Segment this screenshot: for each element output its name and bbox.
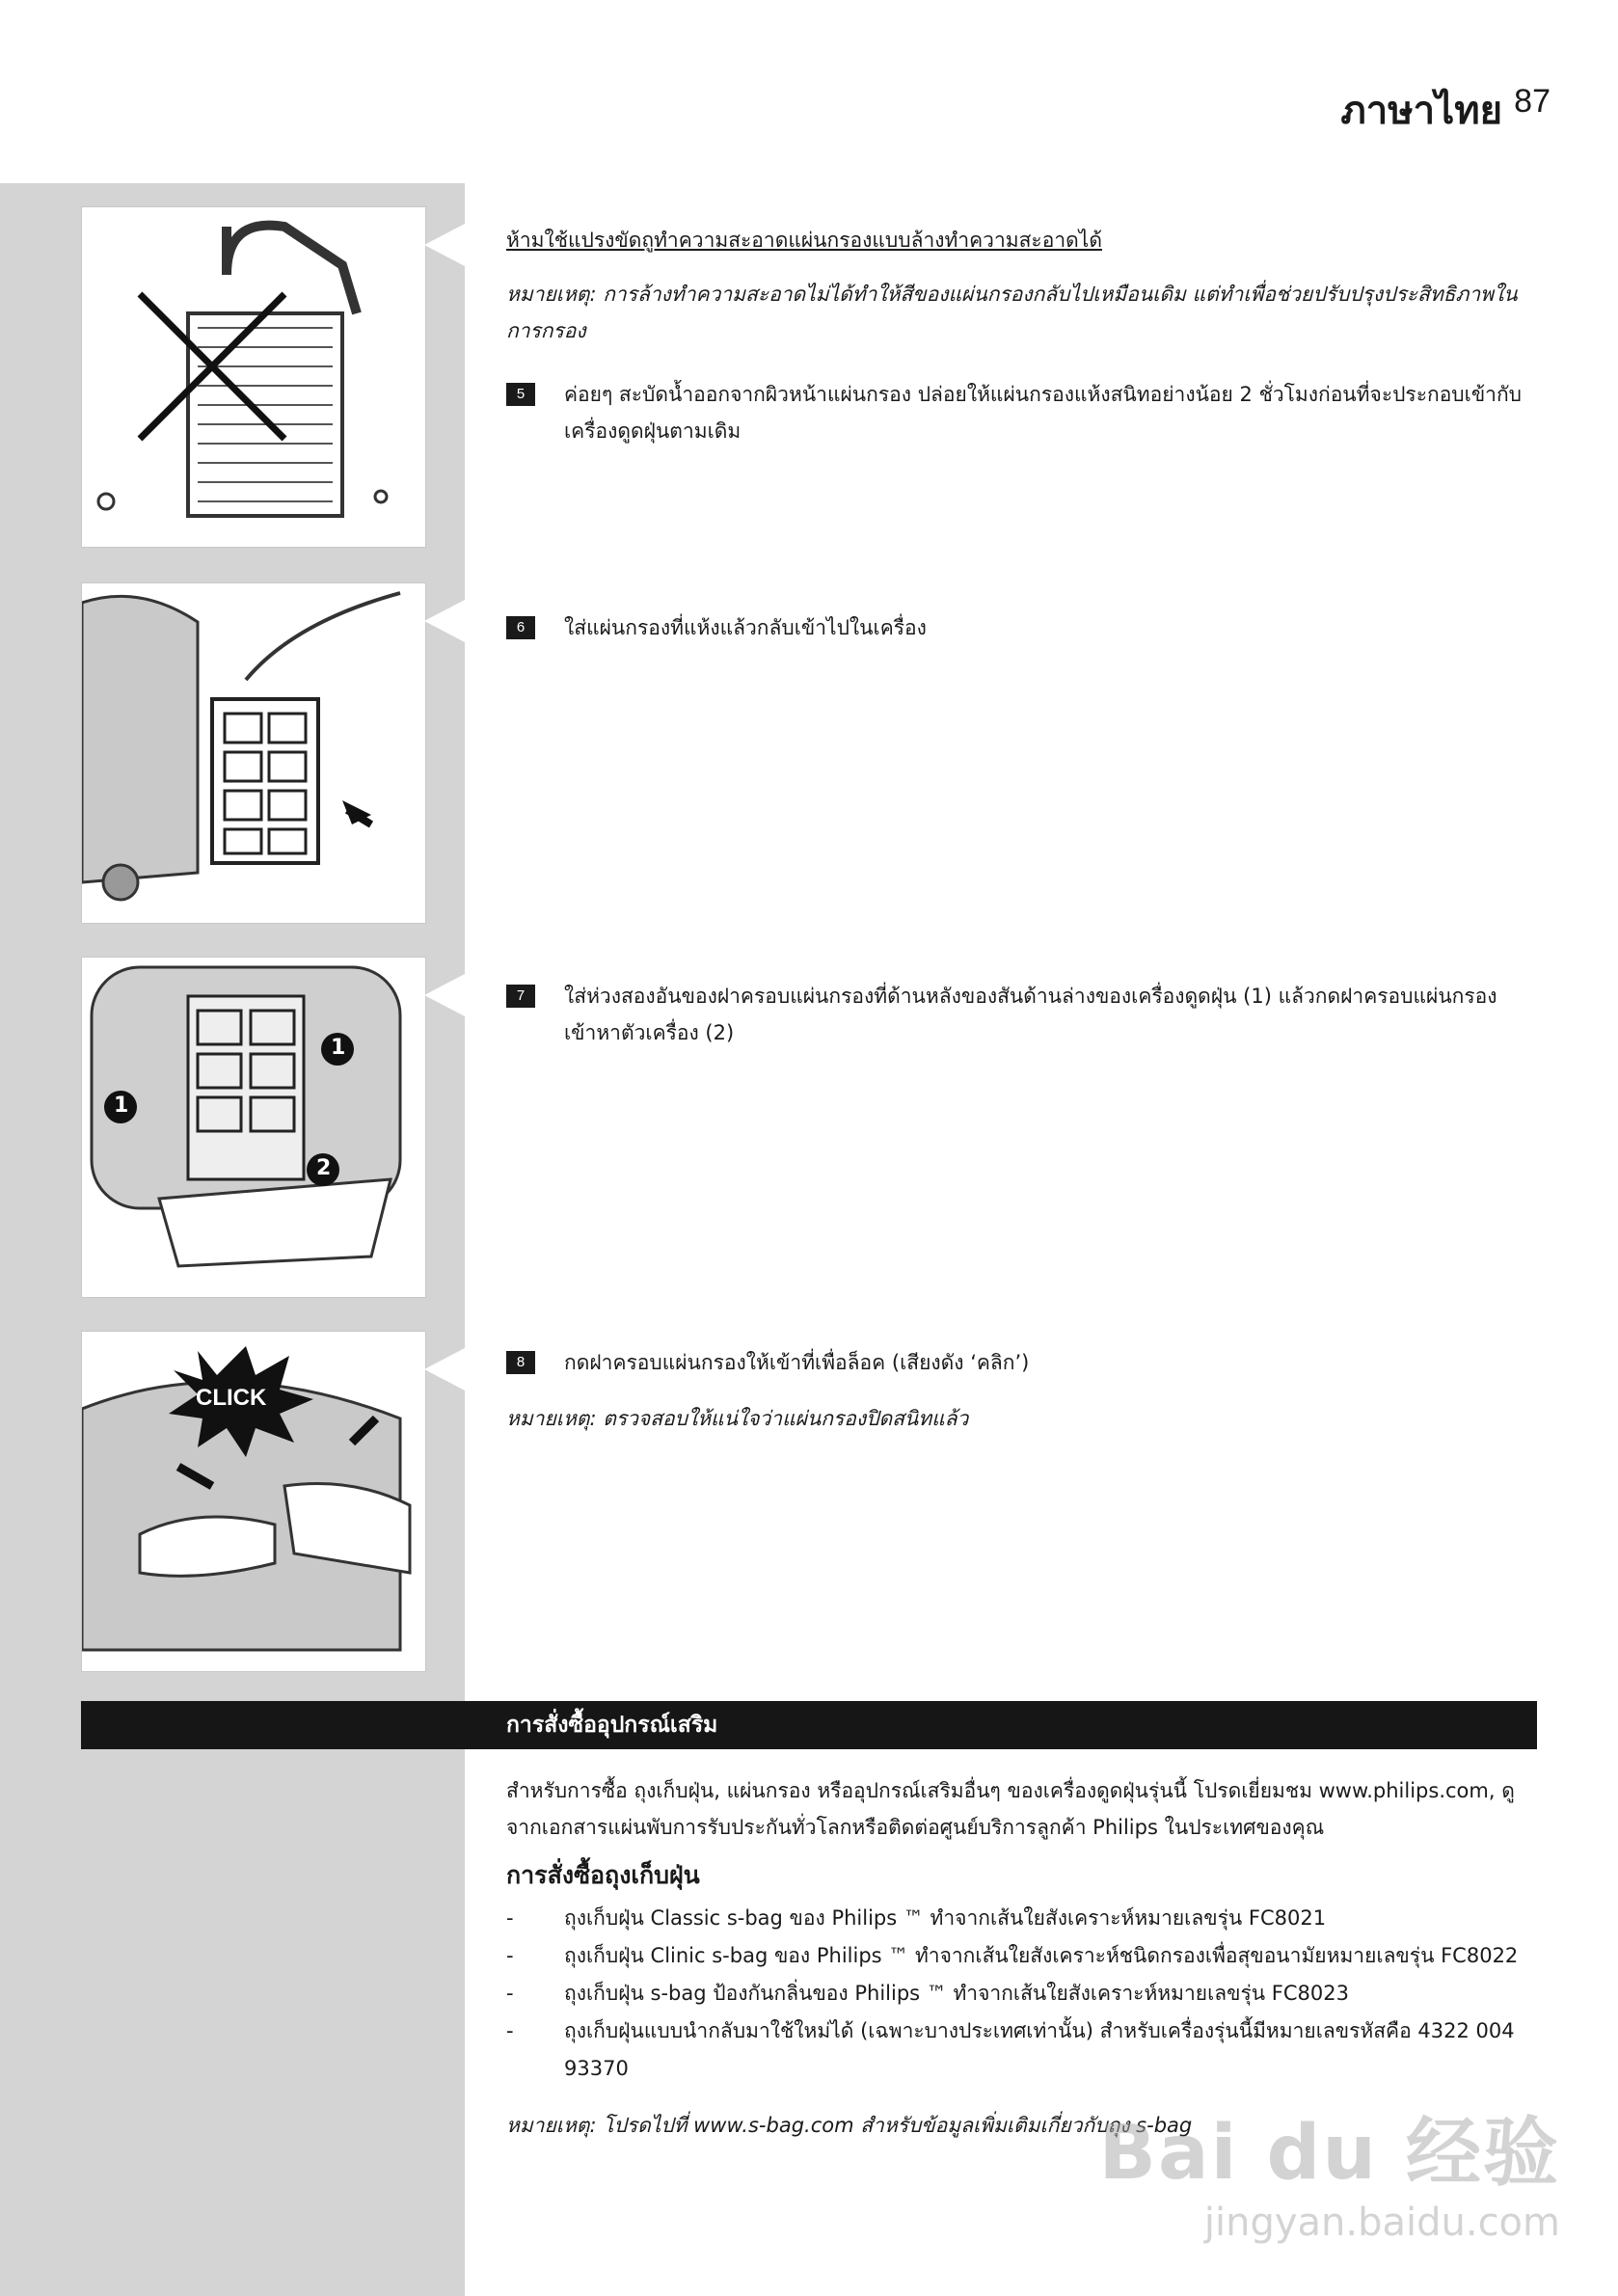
step-7 [506, 978, 1538, 1051]
list-item: - ถุงเก็บฝุ่น s-bag ป้องกันกลิ่นของ Philips ™ ทำจากเส้นใยสังเคราะห์หมายเลขรุ่น FC8023 [506, 1982, 1349, 2005]
callout-2: 2 [316, 1156, 332, 1180]
step-6 [506, 609, 1538, 646]
section-accessories [506, 1772, 1538, 2144]
step-number: 6 [506, 616, 535, 639]
section-header-band [81, 1701, 1537, 1749]
section-washable-filter [506, 222, 1538, 349]
illustration-no-brush [81, 206, 426, 548]
illustration-notch [424, 600, 465, 642]
illustration-notch [424, 1348, 465, 1391]
illustration-notch [424, 974, 465, 1016]
page-number: 87 [1514, 83, 1551, 120]
illustration-insert-filter [81, 582, 426, 924]
subheading-dust-bags: การสั่งซื้อถุงเก็บฝุ่น [506, 1861, 700, 1889]
section-title-accessories: การสั่งซื้ออุปกรณ์เสริม [506, 1713, 718, 1738]
illustration-notch [424, 224, 465, 266]
list-item: - ถุงเก็บฝุ่น Clinic s-bag ของ Philips ™ ทำจากเส้นใยสังเคราะห์ชนิดกรองเพื่อสุขอนามัยหมายเลขรุ่น FC8022 [506, 1944, 1519, 1967]
accessories-intro: สำหรับการซื้อ ถุงเก็บฝุ่น, แผ่นกรอง หรืออุปกรณ์เสริมอื่นๆ ของเครื่องดูดฝุ่นรุ่นนี้ โปรดเยี่ยมชม www.philips.com, ดูจากเอกสารแผ่นพับการรับประกันทั่วโลกหรือติดต่อศูนย์บริการลูกค้า Philips ในประเทศของคุณ [506, 1779, 1515, 1839]
page-header-title: ภาษาไทย [1340, 89, 1502, 133]
step-8 [506, 1344, 1538, 1437]
step-text: ใส่ห่วงสองอันของฝาครอบแผ่นกรองที่ด้านหลังของสันด้านล่างของเครื่องดูดฝุ่น (1) แล้วกดฝาครอบแผ่นกรองเข้าหาตัวเครื่อง (2) [564, 985, 1497, 1044]
warning-no-brush: ห้ามใช้แปรงขัดถูทำความสะอาดแผ่นกรองแบบล้างทำความสะอาดได้ [506, 229, 1102, 252]
list-item: - ถุงเก็บฝุ่น Classic s-bag ของ Philips ™ ทำจากเส้นใยสังเคราะห์หมายเลขรุ่น FC8021 [506, 1906, 1327, 1930]
illustration-attach-cover [81, 957, 426, 1298]
list-item: - ถุงเก็บฝุ่นแบบนำกลับมาใช้ใหม่ได้ (เฉพาะบางประเทศเท่านั้น) สำหรับเครื่องรุ่นนี้มีหมายเลขรหัสคือ 4322 004 93370 [506, 2019, 1515, 2080]
watermark-logo: Bai du 经验 jingyan.baidu.com [1098, 2110, 1560, 2245]
step-number: 5 [506, 383, 535, 406]
click-label: CLICK [196, 1385, 267, 1411]
step-text: กดฝาครอบแผ่นกรองให้เข้าที่เพื่อล็อค (เสียงดัง ‘คลิก’) [564, 1351, 1030, 1374]
dust-bag-list [506, 1900, 1538, 2088]
step-text: ค่อยๆ สะบัดน้ำออกจากผิวหน้าแผ่นกรอง ปล่อยให้แผ่นกรองแห้งสนิทอย่างน้อย 2 ชั่วโมงก่อนที่จะประกอบเข้ากับเครื่องดูดฝุ่นตามเดิม [564, 383, 1523, 443]
step-number: 7 [506, 985, 535, 1008]
step-5 [506, 376, 1538, 449]
illustration-click-lock [81, 1331, 426, 1672]
step-8-note: หมายเหตุ: ตรวจสอบให้แน่ใจว่าแผ่นกรองปิดสนิทแล้ว [506, 1407, 969, 1430]
callout-1-left: 1 [114, 1094, 129, 1118]
step-number: 8 [506, 1351, 535, 1374]
accessories-footnote: หมายเหตุ: โปรดไปที่ www.s-bag.com สำหรับข้อมูลเพิ่มเติมเกี่ยวกับถุง s-bag [506, 2114, 1193, 2137]
note-wash-color: หมายเหตุ: การล้างทำความสะอาดไม่ได้ทำให้สีของแผ่นกรองกลับไปเหมือนเดิม แต่ทำเพื่อช่วยปรับปรุงประสิทธิภาพในการกรอง [506, 283, 1518, 342]
callout-1-right: 1 [331, 1036, 346, 1060]
step-text: ใส่แผ่นกรองที่แห้งแล้วกลับเข้าไปในเครื่อง [564, 616, 927, 639]
